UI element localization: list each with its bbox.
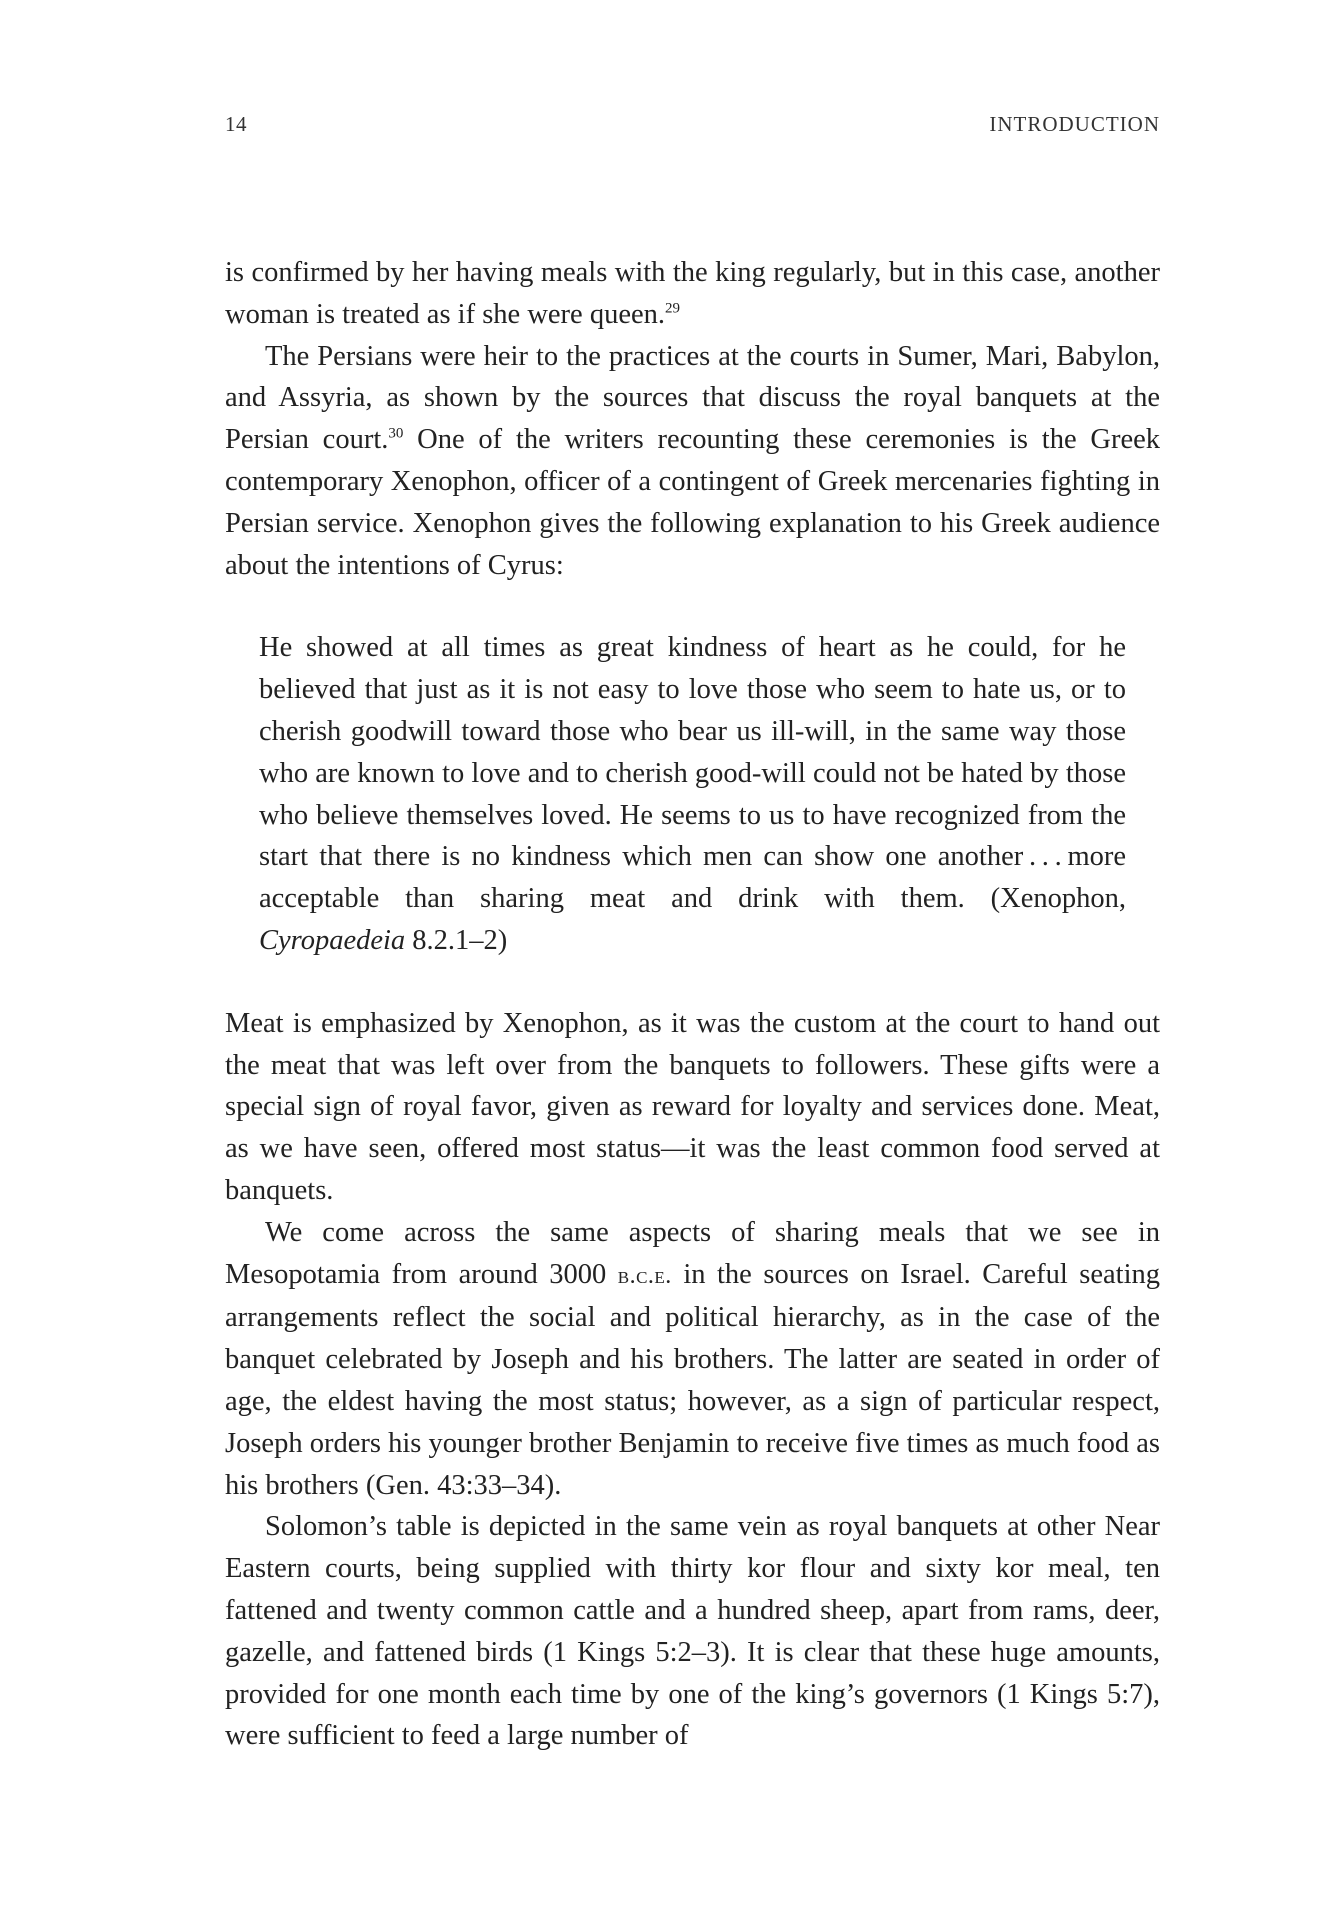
paragraph-5-text: Solomon’s table is depicted in the same vein as royal banquets at other Near Eastern courts, being supplied with thirty kor flour and sixty kor meal, ten fattened and twenty common cattle and a hundred sheep, apart from rams, deer, gazelle, and fattened birds (1 Kings 5:2–3). It is clear that these huge amounts, provided for one month each time by one of the king’s governors (1 Kings 5:7), were sufficient to feed a large number of: [225, 1511, 1160, 1752]
footnote-ref-29[interactable]: 29: [665, 300, 680, 317]
paragraph-4: [225, 1212, 1160, 1507]
running-head-title: INTRODUCTION: [989, 112, 1160, 136]
paragraph-2-text-b: One of the writers recounting these ceremonies is the Greek contemporary Xenophon, officer of a contingent of Greek mercenaries fighting in Persian service. Xenophon gives the following explanation to his Greek audience about the intentions of Cyrus:: [225, 424, 1160, 581]
era-abbreviation: b.c.e.: [617, 1262, 672, 1289]
paragraph-4-text-b: in the sources on Israel. Careful seating arrangements reflect the social and political hierarchy, as in the case of the banquet celebrated by Joseph and his brothers. The latter are seated in order of age, the eldest having the most status; however, as a sign of particular respect, Joseph orders his younger brother Benjamin to receive five times as much food as his brothers (Gen. 43:33–34).: [225, 1258, 1160, 1501]
work-title: Cyropaedeia: [259, 924, 406, 956]
paragraph-2-text-a: The Persians were heir to the practices at the courts in Sumer, Mari, Babylon, and Assyria, as shown by the sources that discuss the royal banquets at the Persian court.: [225, 340, 1160, 456]
paragraph-1-text: is confirmed by her having meals with the king regularly, but in this case, another woman is treated as if she were queen.: [225, 257, 1160, 330]
paragraph-3-text: Meat is emphasized by Xenophon, as it was the custom at the court to hand out the meat that was left over from the banquets to followers. These gifts were a special sign of royal favor, given as reward for loyalty and services done. Meat, as we have seen, offered most status—it was the least common food served at banquets.: [225, 1007, 1160, 1206]
paragraph-4-text-a: We come across the same aspects of sharing meals that we see in Mesopotamia from around 3000: [225, 1216, 1160, 1290]
paragraph-5: [225, 1506, 1160, 1757]
paragraph-3: [225, 1003, 1160, 1212]
page-number: 14: [225, 112, 247, 136]
block-quote-citation: 8.2.1–2): [405, 924, 508, 956]
block-quote-text: He showed at all times as great kindness of heart as he could, for he believed that just as it is not easy to love those who seem to hate us, or to cherish goodwill toward those who bear us ill-will, in the same way those who are known to love and to cherish good-will could not be hated by those who believe themselves loved. He seems to us to have recognized from the start that there is no kindness which men can show one another . . . more acceptable than sharing meat and drink with them. (Xenophon,: [259, 632, 1126, 915]
paragraph-2: [225, 336, 1160, 587]
block-quote-paragraph: [259, 627, 1126, 961]
body-text: [225, 252, 1160, 1757]
running-head: [225, 112, 1160, 140]
paragraph-1: [225, 252, 1160, 336]
block-quote: [259, 627, 1126, 961]
footnote-ref-30[interactable]: 30: [388, 425, 404, 442]
